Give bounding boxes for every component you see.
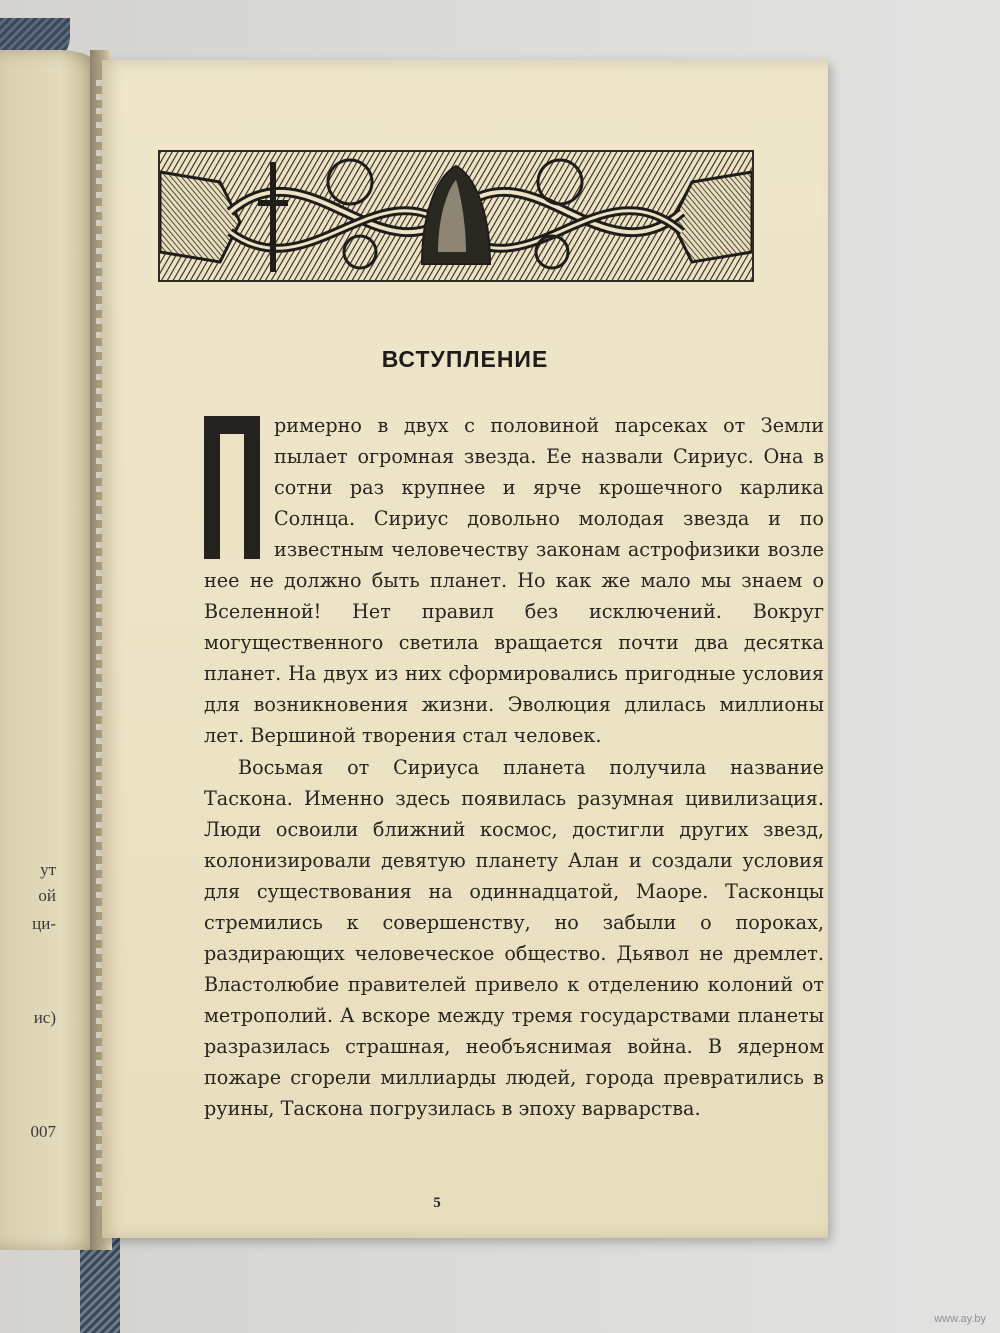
watermark: www.ay.by (934, 1313, 986, 1325)
body-text (204, 410, 824, 1124)
left-page-text-fragments (0, 50, 100, 1250)
decorative-header-engraving (158, 150, 754, 282)
left-fragment: ци- (32, 914, 56, 933)
paragraph-2: Восьмая от Сириуса планета получила название Таскона. Именно здесь появилась разумная цивилизация. Люди освоили ближний космос, достигли других звезд, колонизировали девятую планету Алан и создали условия для существования на одиннадцатой, Маоре. Тасконцы стремились к совершенству, но забыли о пороках, раздирающих человеческое общество. Дьявол не дремлет. Властолюбие правителей привело к отделению колоний от метрополий. А вскоре между тремя государствами планеты разразилась страшная, необъяснимая война. В ядерном пожаре сгорели миллиарды людей, города превратились в руины, Таскона погрузилась в эпоху варварства. (204, 756, 824, 1120)
page-number: 5 (433, 1195, 441, 1211)
paragraph-1: римерно в двух с половиной парсеках от Земли пылает огромная звезда. Ее назвали Сириус. Она в сотни раз крупнее и ярче крошечного карлика Солнца. Сириус довольно молодая звезда и по известным человечеству законам астрофизики возле нее не должно быть планет. Но как же мало мы знаем о Вселенной! Нет правил без исключений. Вокруг могущественного светила вращается почти два десятка планет. На двух из них сформировались пригодные условия для возникновения жизни. Эволюция длилась миллионы лет. Вершиной творения стал человек. (204, 414, 824, 747)
left-fragment: 007 (30, 1122, 56, 1141)
book-page (102, 60, 828, 1238)
left-fragment: ис) (33, 1008, 56, 1027)
left-page (0, 50, 100, 1250)
chapter-heading: ВСТУПЛЕНИЕ (381, 346, 549, 372)
left-fragment: ой (38, 886, 56, 905)
left-fragment: ут (40, 860, 56, 879)
